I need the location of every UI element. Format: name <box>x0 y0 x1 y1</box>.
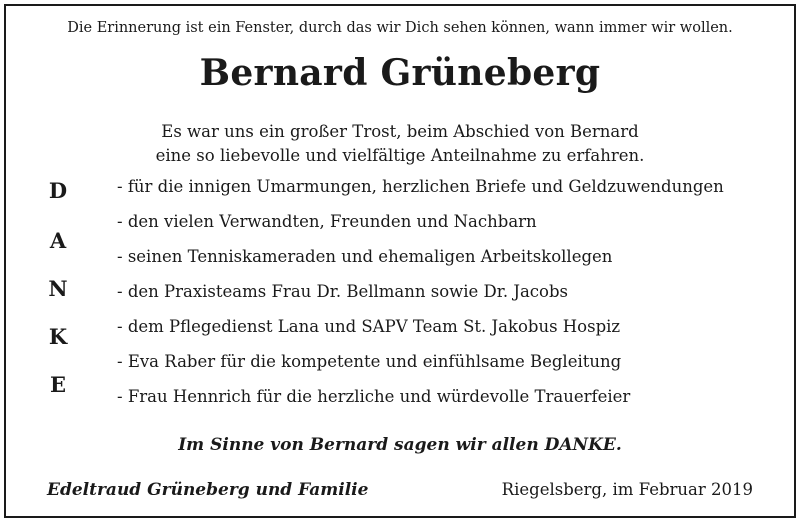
thanks-list <box>117 175 724 420</box>
danke-letter-n: N <box>48 276 68 301</box>
danke-letter-k: K <box>48 324 68 349</box>
thanks-item: - für die innigen Umarmungen, herzlichen Briefe und Geldzuwendungen <box>117 177 724 196</box>
danke-letter-a: A <box>49 228 67 253</box>
thanks-item: - den Praxisteams Frau Dr. Bellmann sowie Dr. Jacobs <box>117 282 569 301</box>
closing-line: Im Sinne von Bernard sagen wir allen DANKE. <box>178 435 622 455</box>
danke-letter-e: E <box>49 372 66 397</box>
place-date: Riegelsberg, im Februar 2019 <box>501 480 753 499</box>
thanks-item: - dem Pflegedienst Lana und SAPV Team St. Jakobus Hospiz <box>117 317 621 336</box>
thanks-item: - seinen Tenniskameraden und ehemaligen Arbeitskollegen <box>117 247 613 266</box>
intro-text <box>0 120 800 168</box>
thanks-item: - Frau Hennrich für die herzliche und würdevolle Trauerfeier <box>117 387 631 406</box>
motto-quote: Die Erinnerung ist ein Fenster, durch das wir Dich sehen können, wann immer wir wollen. <box>67 20 733 36</box>
intro-line: eine so liebevolle und vielfältige Anteilnahme zu erfahren. <box>155 146 645 165</box>
deceased-name: Bernard Grüneberg <box>199 52 601 94</box>
danke-letter-d: D <box>48 178 68 203</box>
signature: Edeltraud Grüneberg und Familie <box>47 480 369 500</box>
intro-line: Es war uns ein großer Trost, beim Abschied von Bernard <box>161 122 639 141</box>
thanks-item: - Eva Raber für die kompetente und einfühlsame Begleitung <box>117 352 622 371</box>
thanks-item: - den vielen Verwandten, Freunden und Nachbarn <box>117 212 537 231</box>
